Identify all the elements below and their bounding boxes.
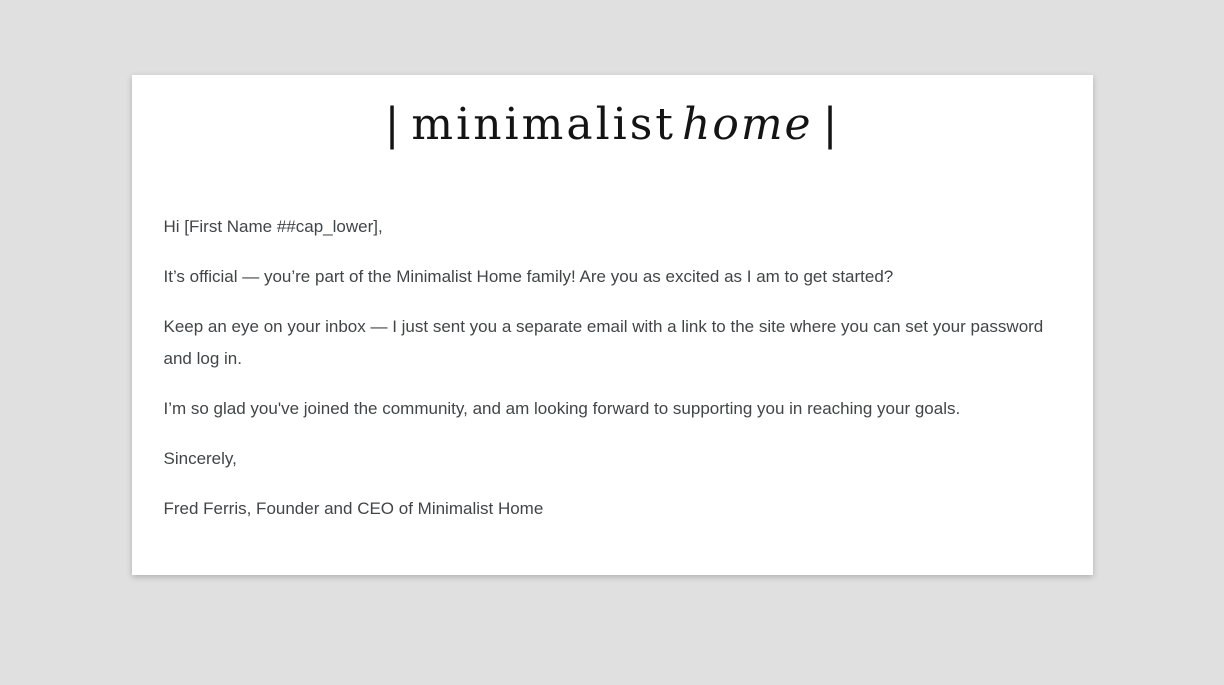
greeting-paragraph: Hi [First Name ##cap_lower], xyxy=(163,217,383,236)
logo-word-home: home xyxy=(681,99,813,150)
brand-logo xyxy=(164,95,1061,155)
closing-paragraph: Sincerely, xyxy=(163,449,237,468)
intro-paragraph: It’s official — you’re part of the Minimalist Home family! Are you as excited as I am to get started? xyxy=(163,267,894,286)
email-card xyxy=(132,75,1093,575)
signature-paragraph: Fred Ferris, Founder and CEO of Minimalist Home xyxy=(163,499,544,518)
welcome-paragraph: I’m so glad you've joined the community, and am looking forward to supporting you in reaching your goals. xyxy=(163,399,961,418)
logo-word-minimalist: minimalist xyxy=(411,99,676,150)
logo-right-bar: | xyxy=(822,99,840,150)
email-body xyxy=(164,211,1061,525)
logo-left-bar: | xyxy=(384,99,402,150)
inbox-note-paragraph: Keep an eye on your inbox — I just sent you a separate email with a link to the site where you can set your password and log in. xyxy=(163,317,1044,368)
